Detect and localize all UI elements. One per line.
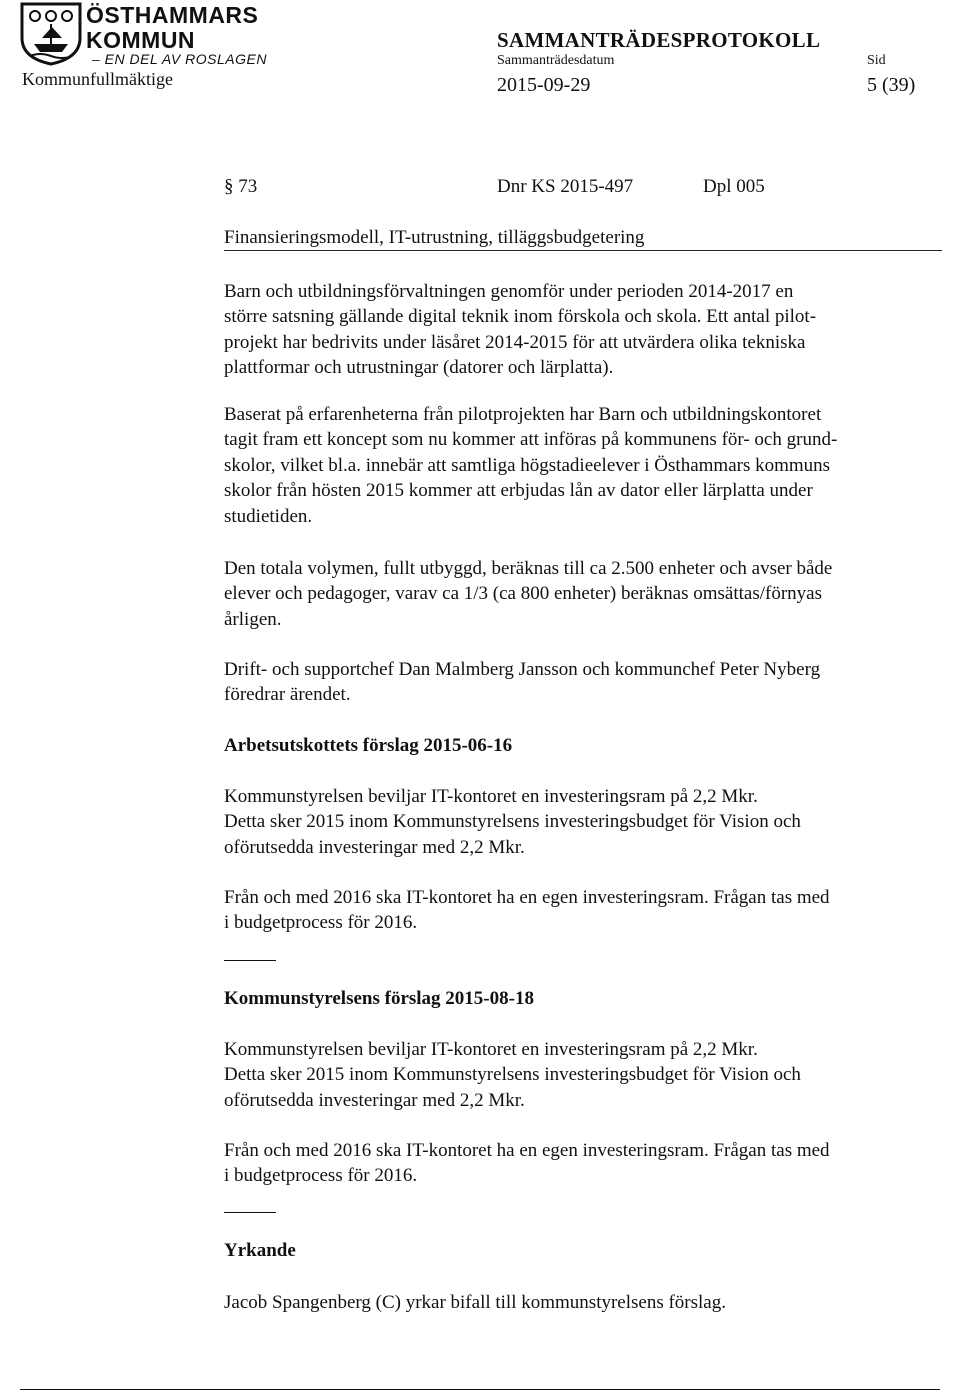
text-line: skolor, vilket bl.a. innebär att samtliga högstadieelever i Östhammars kommuns: [224, 454, 831, 476]
divider: [224, 960, 276, 961]
text-line: föredrar ärendet.: [224, 684, 351, 706]
ks-heading: Kommunstyrelsens förslag 2015-08-18: [224, 988, 534, 1009]
au-proposal-2016: [224, 885, 944, 936]
text-line: skolor från hösten 2015 kommer att erbjudas lån av dator eller lärplatta under: [224, 480, 813, 502]
body-name: Kommunfullmäktige: [22, 69, 173, 89]
text-line: plattformar och utrustningar (datorer och lärplatta).: [224, 357, 614, 379]
date-value: 2015-09-29: [497, 74, 591, 96]
org-name: ÖSTHAMMARS: [86, 2, 259, 28]
text-line: Drift- och supportchef Dan Malmberg Jansson och kommunchef Peter Nyberg: [224, 659, 821, 680]
text-line: Kommunstyrelsen beviljar IT-kontoret en investeringsram på 2,2 Mkr.: [224, 1039, 758, 1060]
section-number: § 73: [224, 176, 258, 197]
title-divider: [224, 250, 942, 251]
au-proposal: [224, 784, 944, 860]
section-dnr: Dnr KS 2015-497: [497, 176, 634, 197]
text-line: Jacob Spangenberg (C) yrkar bifall till kommunstyrelsens förslag.: [224, 1292, 726, 1313]
section-dpl: Dpl 005: [703, 176, 765, 197]
text-line: Barn och utbildningsförvaltningen genomför under perioden 2014-2017 en: [224, 281, 794, 302]
paragraph-volume: [224, 556, 944, 632]
ks-proposal: [224, 1037, 944, 1113]
text-line: Från och med 2016 ska IT-kontoret ha en egen investeringsram. Frågan tas med: [224, 887, 830, 908]
org-tagline: – EN DEL AV ROSLAGEN: [92, 51, 267, 67]
au-heading: Arbetsutskottets förslag 2015-06-16: [224, 735, 513, 756]
ks-proposal-2016: [224, 1138, 944, 1189]
text-line: Detta sker 2015 inom Kommunstyrelsens investeringsbudget för Vision och: [224, 811, 801, 833]
text-line: större satsning gällande digital teknik inom förskola och skola. Ett antal pilot-: [224, 306, 817, 328]
text-line: i budgetprocess för 2016.: [224, 1165, 418, 1187]
divider: [224, 1212, 276, 1213]
org-sub: KOMMUN: [86, 27, 196, 53]
text-line: Baserat på erfarenheterna från pilotprojekten har Barn och utbildningskontoret: [224, 404, 822, 425]
text-line: Den totala volymen, fullt utbyggd, beräknas till ca 2.500 enheter och avser både: [224, 558, 833, 579]
text-line: Från och med 2016 ska IT-kontoret ha en egen investeringsram. Frågan tas med: [224, 1140, 830, 1161]
text-line: i budgetprocess för 2016.: [224, 912, 418, 934]
municipality-logo: [20, 2, 82, 66]
document-title: SAMMANTRÄDESPROTOKOLL: [497, 28, 821, 52]
date-label: Sammanträdesdatum: [497, 53, 615, 68]
page-value: 5 (39): [867, 74, 916, 96]
text-line: projekt har bedrivits under läsåret 2014-2015 för att utvärdera olika tekniska: [224, 331, 806, 353]
paragraph-background: [224, 279, 944, 381]
paragraph-presenters: [224, 657, 944, 708]
section-title: Finansieringsmodell, IT-utrustning, tilläggsbudgetering: [224, 227, 645, 248]
text-line: oförutsedda investeringar med 2,2 Mkr.: [224, 1089, 525, 1111]
text-line: Detta sker 2015 inom Kommunstyrelsens investeringsbudget för Vision och: [224, 1064, 801, 1086]
paragraph-concept: [224, 402, 944, 529]
text-line: oförutsedda investeringar med 2,2 Mkr.: [224, 836, 525, 858]
yrkande-heading: Yrkande: [224, 1240, 296, 1261]
footer-divider: [20, 1389, 940, 1390]
page-label: Sid: [867, 53, 886, 68]
text-line: årligen.: [224, 608, 282, 630]
text-line: tagit fram ett koncept som nu kommer att införas på kommunens för- och grund-: [224, 429, 838, 451]
text-line: studietiden.: [224, 505, 313, 527]
yrkande-text: [224, 1290, 944, 1315]
text-line: Kommunstyrelsen beviljar IT-kontoret en investeringsram på 2,2 Mkr.: [224, 786, 758, 807]
text-line: elever och pedagoger, varav ca 1/3 (ca 800 enheter) beräknas omsättas/förnyas: [224, 583, 822, 605]
